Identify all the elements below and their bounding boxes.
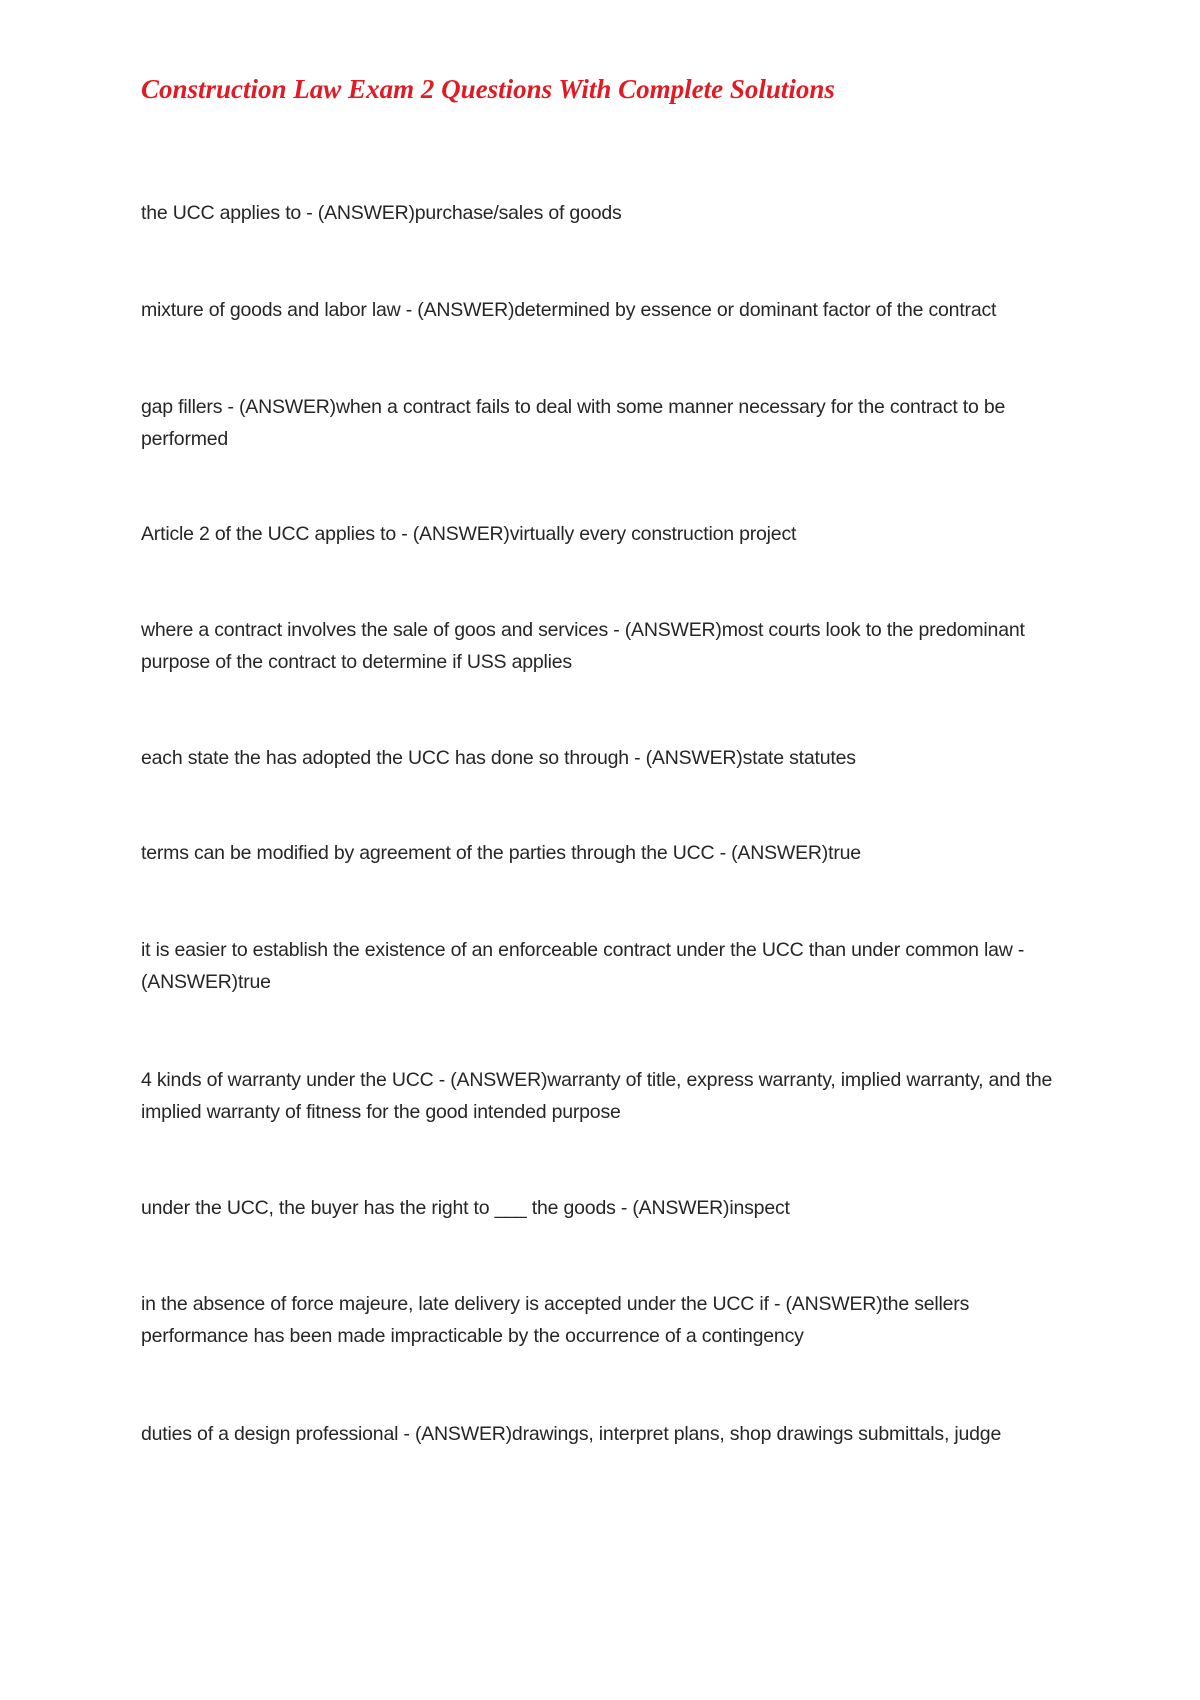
qa-item-9: 4 kinds of warranty under the UCC - (ANSWER)warranty of title, express warranty, implied warranty, and the implied warranty of fitness for the good intended purpose <box>141 1069 1053 1123</box>
qa-item-5: where a contract involves the sale of goos and services - (ANSWER)most courts look to the predominant purpose of the contract to determine if USS applies <box>141 619 1025 673</box>
qa-item-1: the UCC applies to - (ANSWER)purchase/sales of goods <box>141 202 622 224</box>
qa-item-12: duties of a design professional - (ANSWER)drawings, interpret plans, shop drawings submittals, judge <box>141 1423 1002 1445</box>
qa-item-2: mixture of goods and labor law - (ANSWER)determined by essence or dominant factor of the contract <box>141 299 997 321</box>
qa-item-6: each state the has adopted the UCC has done so through - (ANSWER)state statutes <box>141 747 856 769</box>
qa-item-7: terms can be modified by agreement of the parties through the UCC - (ANSWER)true <box>141 842 861 864</box>
document-title: Construction Law Exam 2 Questions With Complete Solutions <box>141 74 835 104</box>
qa-item-11: in the absence of force majeure, late delivery is accepted under the UCC if - (ANSWER)the sellers performance has been made impracticable by the occurrence of a contingency <box>141 1293 970 1347</box>
qa-item-3: gap fillers - (ANSWER)when a contract fails to deal with some manner necessary for the contract to be performed <box>141 396 1006 450</box>
qa-item-4: Article 2 of the UCC applies to - (ANSWER)virtually every construction project <box>141 523 797 545</box>
qa-item-10: under the UCC, the buyer has the right to ___ the goods - (ANSWER)inspect <box>141 1197 790 1219</box>
qa-item-8: it is easier to establish the existence of an enforceable contract under the UCC than under common law - (ANSWER)true <box>141 939 1025 993</box>
